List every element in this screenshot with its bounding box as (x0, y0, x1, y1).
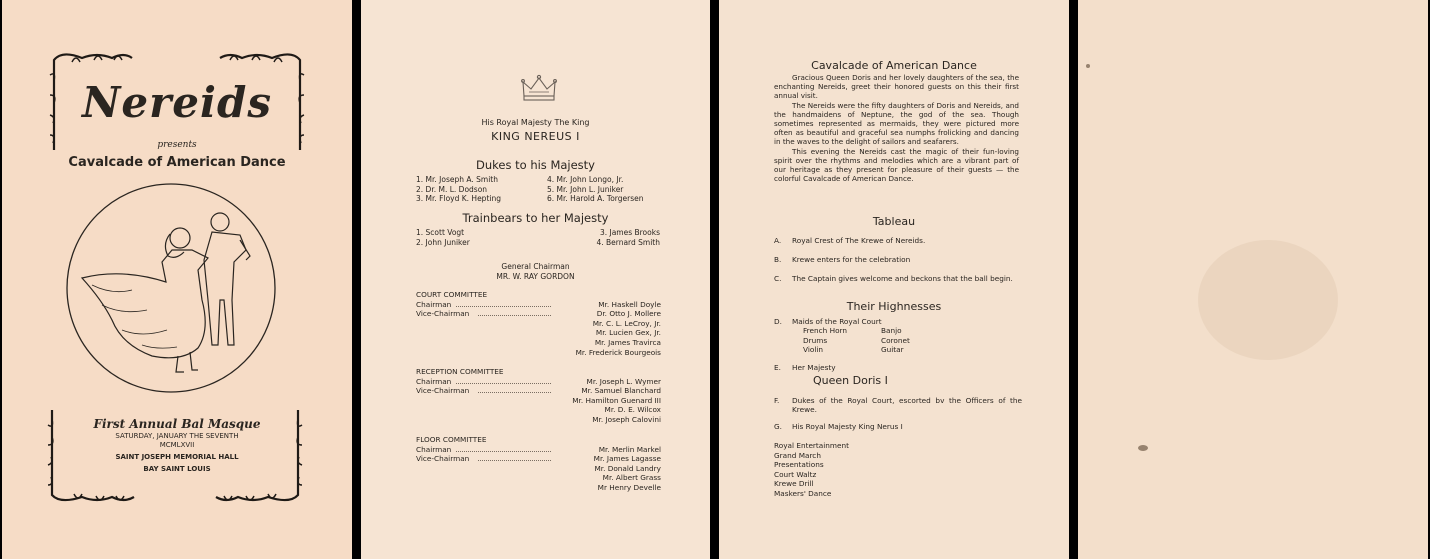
queen-name: Queen Doris I (813, 374, 888, 387)
committee-member: Mr. Lucien Gex, Jr. (595, 328, 661, 338)
ball-city: BAY SAINT LOUIS (143, 465, 211, 473)
committee-member: Mr. D. E. Wilcox (604, 405, 661, 415)
committee-member: Mr. Hamilton Guenard III (572, 395, 661, 405)
trainbearers-list-right (556, 228, 660, 247)
committee-heading: RECEPTION COMMITTEE (416, 367, 504, 376)
trainbearers-heading: Trainbears to her Majesty (462, 211, 609, 225)
table-row: Chairman Mr. Joseph L. Wymer (416, 376, 661, 386)
cover-page (2, 0, 352, 559)
committee-member: Mr. James Travirca (594, 337, 661, 347)
table-row: Vice-Chairman Mr. Samuel Blanchard (416, 386, 661, 396)
ball-venue: SAINT JOSEPH MEMORIAL HALL (115, 453, 239, 461)
committee-member: Mr. Joseph Calovini (592, 414, 661, 424)
item-d: D. Maids of the Royal Court (774, 317, 882, 326)
cover-subtitle: Cavalcade of American Dance (68, 155, 286, 170)
list-item: 4. Bernard Smith (596, 237, 660, 247)
dukes-list-left (416, 175, 536, 204)
back-page (1078, 0, 1428, 559)
list-item: 4. Mr. John Longo, Jr. (547, 175, 624, 184)
general-chairman-label: General Chairman (501, 262, 570, 271)
dukes-heading: Dukes to his Majesty (476, 158, 595, 172)
paper-spot (1086, 64, 1090, 68)
item-f: F. Dukes of the Royal Court, escorted bv the Officers of the Krewe. (774, 396, 1022, 414)
cover-presents: presents (157, 140, 197, 150)
committee-member: Mr. Donald Landry (594, 463, 661, 473)
program-intro (774, 74, 1019, 184)
list-item: Royal Entertainment (774, 441, 849, 450)
tableau-list (774, 236, 1024, 283)
table-row: Vice-Chairman Dr. Otto J. Mollere (416, 309, 661, 319)
crown-icon (521, 74, 557, 104)
committee-member: Mr. Frederick Bourgeois (575, 347, 661, 357)
table-row: Chairman Mr. Merlin Markel (416, 444, 661, 454)
list-item: Violin (803, 345, 824, 354)
committee-heading: FLOOR COMMITTEE (416, 435, 487, 444)
reception-committee (416, 367, 661, 425)
maids-right (881, 326, 951, 355)
list-item: 3. James Brooks (599, 228, 660, 237)
list-item: 3. Mr. Floyd K. Hepting (416, 194, 501, 204)
highnesses-heading: Their Highnesses (846, 300, 942, 313)
list-item: A. Royal Crest of The Krewe of Nereids. (774, 236, 926, 245)
table-row: Chairman Mr. Haskell Doyle (416, 299, 661, 309)
dukes-list-right (547, 175, 677, 204)
table-row: Vice-Chairman Mr. James Lagasse (416, 454, 661, 464)
committee-member: Mr. Albert Grass (602, 473, 661, 483)
item-e: E. Her Majesty (774, 363, 836, 372)
committee-heading: COURT COMMITTEE (416, 290, 488, 299)
paper-spot (1138, 445, 1148, 451)
list-item: Banjo (881, 326, 902, 335)
court-page (361, 0, 710, 559)
intro-paragraph: This evening the Nereids cast the magic of their fun-loving spirit over the rhythms and melodies which are a vibrant part of our heritage as they present for pleasure of their guests — the colorful Cavalcade of American Dance. (774, 147, 1019, 183)
list-item: 2. Dr. M. L. Dodson (416, 184, 488, 194)
paper-stain (1198, 240, 1338, 360)
ball-name: First Annual Bal Masque (93, 417, 261, 431)
court-committee (416, 290, 661, 357)
tableau-heading: Tableau (872, 215, 916, 228)
entertainment-list (774, 441, 934, 499)
list-item: 5. Mr. John L. Juniker (547, 184, 624, 194)
maids-left (803, 326, 873, 355)
program-page (719, 0, 1069, 559)
list-item: 1. Mr. Joseph A. Smith (416, 175, 499, 184)
list-item: 6. Mr. Harold A. Torgersen (547, 194, 644, 204)
list-item: Guitar (881, 345, 904, 354)
dancing-couple-illustration (82, 213, 250, 372)
list-item: 2. John Juniker (416, 237, 470, 247)
king-name: KING NEREUS I (491, 130, 580, 143)
committee-member: Mr. C. L. LeCroy, Jr. (592, 318, 661, 328)
ball-year: MCMLXVII (159, 441, 195, 449)
list-item: French Horn (803, 326, 848, 335)
cover-title: Nereids (82, 78, 272, 127)
trainbearers-list-left (416, 228, 536, 247)
general-chairman-name: MR. W. RAY GORDON (496, 272, 575, 281)
floor-committee (416, 435, 661, 493)
list-item: Court Waltz (774, 469, 817, 479)
list-item: Maskers' Dance (774, 488, 832, 498)
item-g: G. His Royal Majesty King Nerus I (774, 422, 903, 431)
committee-member: Mr Henry Develle (597, 482, 661, 492)
list-item: B. Krewe enters for the celebration (774, 255, 911, 264)
intro-paragraph: Gracious Queen Doris and her lovely daughters of the sea, the enchanting Nereids, greet their honored guests on this their first annual visit. (774, 73, 1019, 100)
list-item: C. The Captain gives welcome and beckons that the ball begin. (774, 274, 1013, 283)
king-title: His Royal Majesty The King (481, 118, 590, 127)
list-item: Drums (803, 335, 828, 345)
list-item: Grand March (774, 450, 821, 460)
list-item: Coronet (881, 335, 910, 345)
program-heading: Cavalcade of American Dance (811, 59, 977, 72)
list-item: Presentations (774, 460, 824, 470)
ball-date: SATURDAY, JANUARY THE SEVENTH (115, 432, 239, 440)
list-item: Krewe Drill (774, 479, 814, 489)
list-item: 1. Scott Vogt (416, 228, 465, 237)
intro-paragraph: The Nereids were the fifty daughters of Doris and Nereids, and the handmaidens of Neptune, the god of the sea. Though sometimes represented as mermaids, they were pictured more often as beautiful and graceful sea numphs frolicking and dancing in the waves to the delight of sailors and seafarers. (774, 101, 1019, 146)
